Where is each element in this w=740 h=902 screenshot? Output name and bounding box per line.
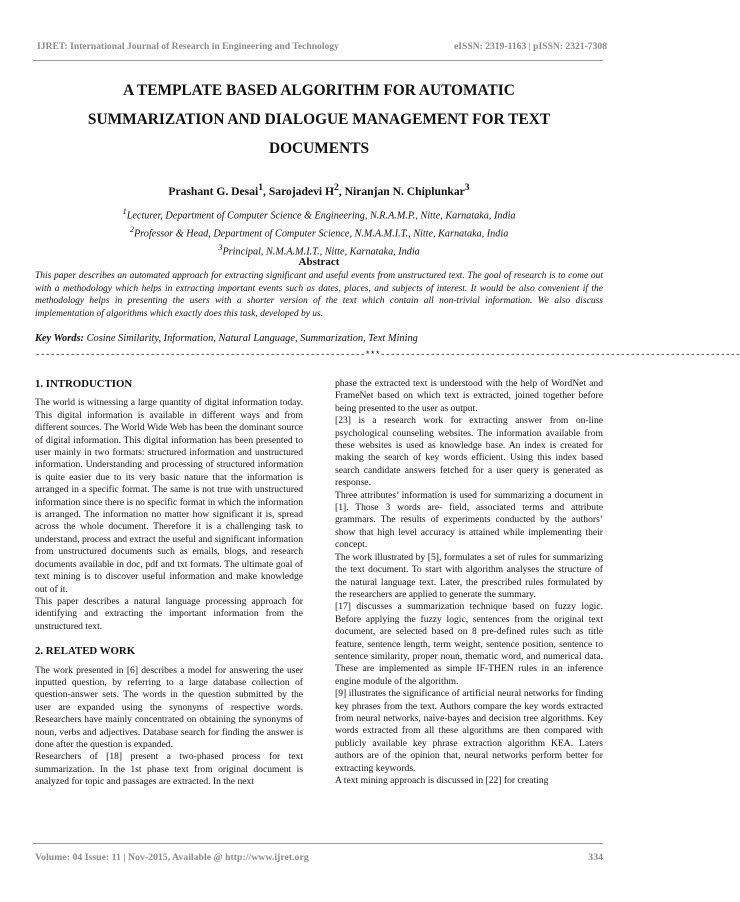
author-list [40, 182, 598, 198]
section-heading: 2. RELATED WORK [35, 645, 136, 658]
paragraph: This paper describes a natural language processing approach for identifying and extracting the important information from the unstructured text. [35, 595, 303, 632]
paragraph: A text mining approach is discussed in [22] for creating [335, 775, 549, 786]
running-header [33, 41, 607, 57]
affiliations [40, 205, 598, 259]
abstract-text: This paper describes an automated approach for extracting significant and useful events from unstructured text. The goal of research is to come out with a methodology which helps in extracting important events such as dates, places, and subjects of interest. It would be also convenient if the methodology helps in presenting the users with a shorter version of the text which contain all non-trivial information. We also discuss implementation of algorithms which exactly does this task, developed by us. [35, 271, 603, 319]
keywords-label: Key Words: [35, 333, 84, 344]
running-footer [35, 852, 603, 868]
affiliation-text: Lecturer, Department of Computer Science & Engineering, N.R.A.M.P., Nitte, Karnataka, India [126, 210, 516, 222]
paragraph: [17] discusses a summarization technique based on fuzzy logic. Before applying the fuzzy logic, sentences from the original text document, are selected based on 8 pre-defined rules such as title feature, sentence length, term weight, sentence position, sentence to sentence similarity, proper noun, thematic word, and numerical data. These are implemented as simple IF-THEN rules in an inference engine module of the algorithm. [335, 601, 603, 687]
paper-title [40, 76, 598, 163]
affiliation-sup: 1 [122, 206, 127, 216]
section-separator: ------------------------------------------------------------------***------------------------------------------------------------------------ [35, 350, 740, 360]
section-heading: 1. INTRODUCTION [35, 378, 133, 390]
footer-rule [33, 843, 603, 844]
paragraph: [23] is a research work for extracting answer from on-line psychological counseling websites. The information available from these websites is used as knowledge base. An index is created for making the search of key words efficient. Using this index based search candidate answers fetched for a user query is generated as response. [335, 415, 603, 489]
affiliation [40, 205, 598, 223]
paragraph: The work presented in [6] describes a model for answering the user inputted question, by referring to a large database collection of question-answer sets. The words in the question submitted by the user are expanded using the synonyms of respective words. Researchers have mainly concentrated on obtaining the synonyms of noun, verbs and adjectives. Database search for finding the answer is done after the question is expanded. [35, 664, 303, 750]
right-column [335, 378, 603, 787]
author-sup: 1 [258, 182, 264, 193]
author-name: Sarojadevi H [268, 184, 335, 198]
paragraph: The world is witnessing a large quantity of digital information today. This digital information is available in different ways and from different sources. The World Wide Web has been the dominant source of digital information. This digital information has been presented to user mainly in two formats: structured information and unstructured information. Understanding and processing of structured information is quite easier due to its very basic nature that the information is arranged in a specific format. The same is not true with unstructured information since there is no specific format in which the information is arranged. The information no matter how significant it is, spread across the whole document. Therefore it is a challenging task to understand, process and extract the useful and significant information from unstructured documents such as emails, blogs, and research documents available in doc, pdf and txt formats. The ultimate goal of text mining is to discover useful information and make knowledge out of it. [35, 397, 303, 595]
paragraph: The work illustrated by [5], formulates a set of rules for summarizing the text document. To start with algorithm analyses the structure of the natural language text. Later, the prescribed rules formulated by the researchers are applied to generate the summary. [335, 551, 603, 600]
keywords [35, 333, 603, 344]
affiliation [40, 223, 598, 241]
keywords-text: Cosine Similarity, Information, Natural Language, Summarization, Text Mining [83, 333, 418, 344]
author-sup: 3 [464, 182, 470, 193]
author-name: Prashant G. Desai [168, 184, 259, 198]
paragraph: [9] illustrates the significance of artificial neural networks for finding key phrases from the text. Authors compare the key words extracted from neural networks, naïve-bayes and decision tree algorithms. Key words extracted from all these algorithms are then compared with publicly available key phrase extraction algorithm KEA. Laters authors are of the opinion that, neural networks perform better for extracting keywords. [335, 688, 603, 774]
paragraph: Three attributes’ information is used for summarizing a document in [1]. Those 3 words are- field, associated terms and attribute grammars. The results of experiments conducted by the authors’ show that high level accuracy is attained while implementing their concept. [335, 489, 603, 551]
page-number: 334 [588, 852, 603, 863]
issn: eISSN: 2319-1163 | pISSN: 2321-7308 [454, 41, 607, 52]
affiliation-sup: 2 [129, 223, 134, 234]
journal-name: IJRET: International Journal of Research in Engineering and Technology [37, 41, 339, 52]
author-name: Niranjan N. Chiplunkar [344, 184, 465, 198]
affiliation-text: Professor & Head, Department of Computer Science, N.M.A.M.I.T., Nitte, Karnataka, India [133, 228, 509, 240]
title-line: SUMMARIZATION AND DIALOGUE MANAGEMENT FOR TEXT [87, 111, 551, 128]
left-column [35, 378, 303, 789]
abstract-heading: Abstract [298, 256, 340, 268]
paragraph: phase the extracted text is understood with the help of WordNet and FrameNet based on which text is extracted, joined together before being presented to the user as output. [335, 378, 603, 414]
volume-info: Volume: 04 Issue: 11 | Nov-2015, Available @ http://www.ijret.org [35, 852, 309, 863]
author-separator: , [263, 184, 269, 198]
header-rule [33, 60, 603, 61]
author-separator: , [338, 184, 345, 198]
author-sup: 2 [334, 182, 339, 193]
affiliation-text: Principal, N.M.A.M.I.T., Nitte, Karnataka, India [222, 246, 420, 258]
affiliation-sup: 3 [218, 241, 223, 252]
title-line: DOCUMENTS [268, 140, 370, 157]
title-line: A TEMPLATE BASED ALGORITHM FOR AUTOMATIC [123, 82, 515, 99]
paragraph: Researchers of [18] present a two-phased process for text summarization. In the 1st phase text from original document is analyzed for topic and passages are extracted. In the next [35, 751, 303, 788]
